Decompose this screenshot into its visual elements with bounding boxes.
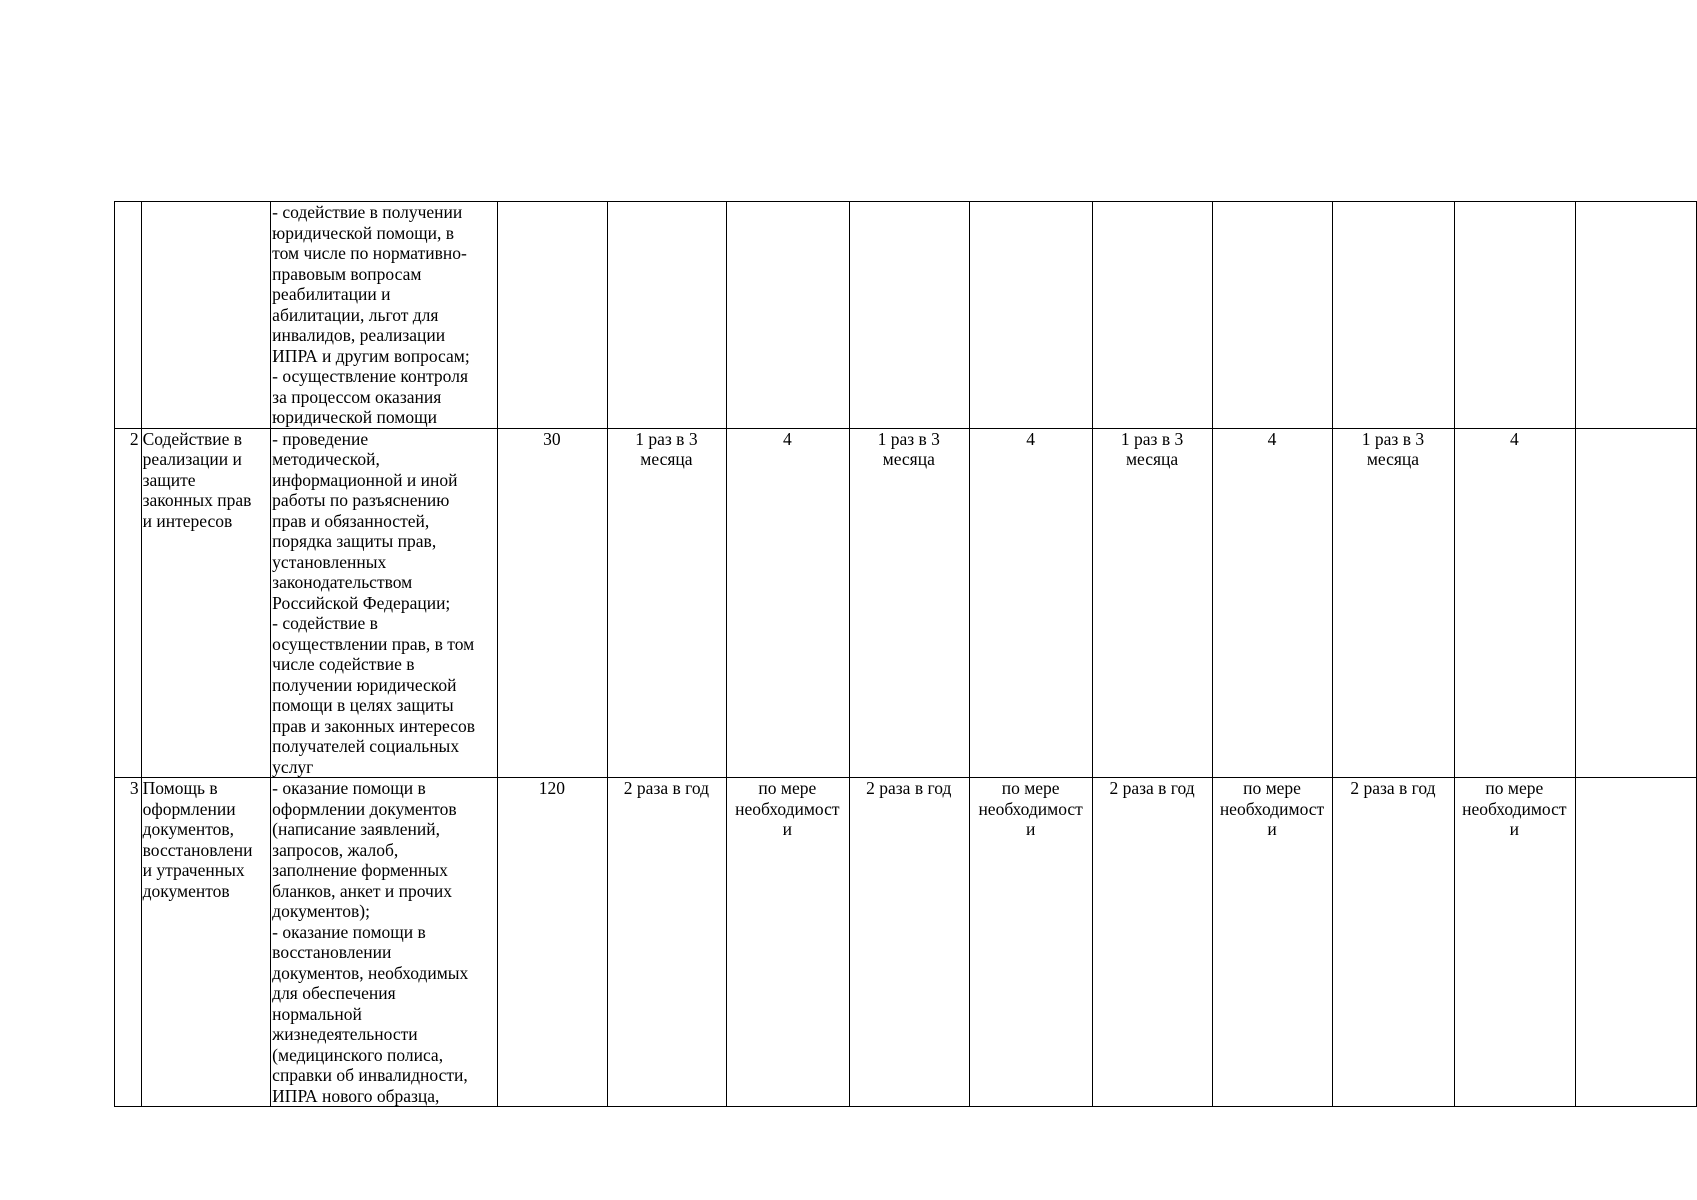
value-cell: 4 bbox=[1212, 428, 1333, 778]
periodicity-cell: 1 раз в 3 месяца bbox=[849, 428, 969, 778]
periodicity-cell bbox=[1333, 202, 1454, 429]
row-number bbox=[115, 202, 142, 429]
value-cell: 4 bbox=[1454, 428, 1576, 778]
periodicity-cell bbox=[1093, 202, 1212, 429]
value-cell: по мере необходимост и bbox=[727, 778, 850, 1107]
row-number: 2 bbox=[115, 428, 142, 778]
value-cell bbox=[727, 202, 850, 429]
table-row bbox=[115, 202, 1697, 429]
service-name: Помощь в оформлении документов, восстановлени и утраченных документов bbox=[141, 778, 271, 1107]
periodicity-cell: 1 раз в 3 месяца bbox=[607, 428, 726, 778]
value-cell: по мере необходимост и bbox=[1454, 778, 1576, 1107]
value-cell bbox=[1212, 202, 1333, 429]
periodicity-cell: 1 раз в 3 месяца bbox=[1093, 428, 1212, 778]
table-row bbox=[115, 428, 1697, 778]
service-description: - содействие в получении юридической помощи, в том числе по нормативно- правовым вопросам реабилитации и абилитации, льгот для инвалидов, реализации ИПРА и другим вопросам; - осуществление контроля за процессом оказания юридической помощи bbox=[271, 202, 498, 429]
service-name: Содействие в реализации и защите законных прав и интересов bbox=[141, 428, 271, 778]
periodicity-cell: 2 раза в год bbox=[607, 778, 726, 1107]
services-table bbox=[114, 201, 1697, 1107]
periodicity-cell bbox=[607, 202, 726, 429]
table-row bbox=[115, 778, 1697, 1107]
periodicity-cell: 2 раза в год bbox=[1093, 778, 1212, 1107]
periodicity-cell bbox=[849, 202, 969, 429]
service-description: - оказание помощи в оформлении документов (написание заявлений, запросов, жалоб, заполнение форменных бланков, анкет и прочих документов); - оказание помощи в восстановлении документов, необходимых для обеспечения нормальной жизнедеятельности (медицинского полиса, справки об инвалидности, ИПРА нового образца, bbox=[271, 778, 498, 1107]
value-cell: 4 bbox=[969, 428, 1093, 778]
value-cell: по мере необходимост и bbox=[969, 778, 1093, 1107]
value-cell bbox=[1454, 202, 1576, 429]
value-cell bbox=[1576, 428, 1697, 778]
service-description: - проведение методической, информационной и иной работы по разъяснению прав и обязанностей, порядка защиты прав, установленных законодательством Российской Федерации; - содействие в осуществлении прав, в том числе содействие в получении юридической помощи в целях защиты прав и законных интересов получателей социальных услуг bbox=[271, 428, 498, 778]
volume-cell: 120 bbox=[498, 778, 608, 1107]
periodicity-cell: 2 раза в год bbox=[849, 778, 969, 1107]
row-number: 3 bbox=[115, 778, 142, 1107]
value-cell: по мере необходимост и bbox=[1212, 778, 1333, 1107]
periodicity-cell: 2 раза в год bbox=[1333, 778, 1454, 1107]
periodicity-cell: 1 раз в 3 месяца bbox=[1333, 428, 1454, 778]
value-cell bbox=[969, 202, 1093, 429]
volume-cell: 30 bbox=[498, 428, 608, 778]
value-cell: 4 bbox=[727, 428, 850, 778]
value-cell bbox=[1576, 778, 1697, 1107]
value-cell bbox=[1576, 202, 1697, 429]
volume-cell bbox=[498, 202, 608, 429]
service-name bbox=[141, 202, 271, 429]
